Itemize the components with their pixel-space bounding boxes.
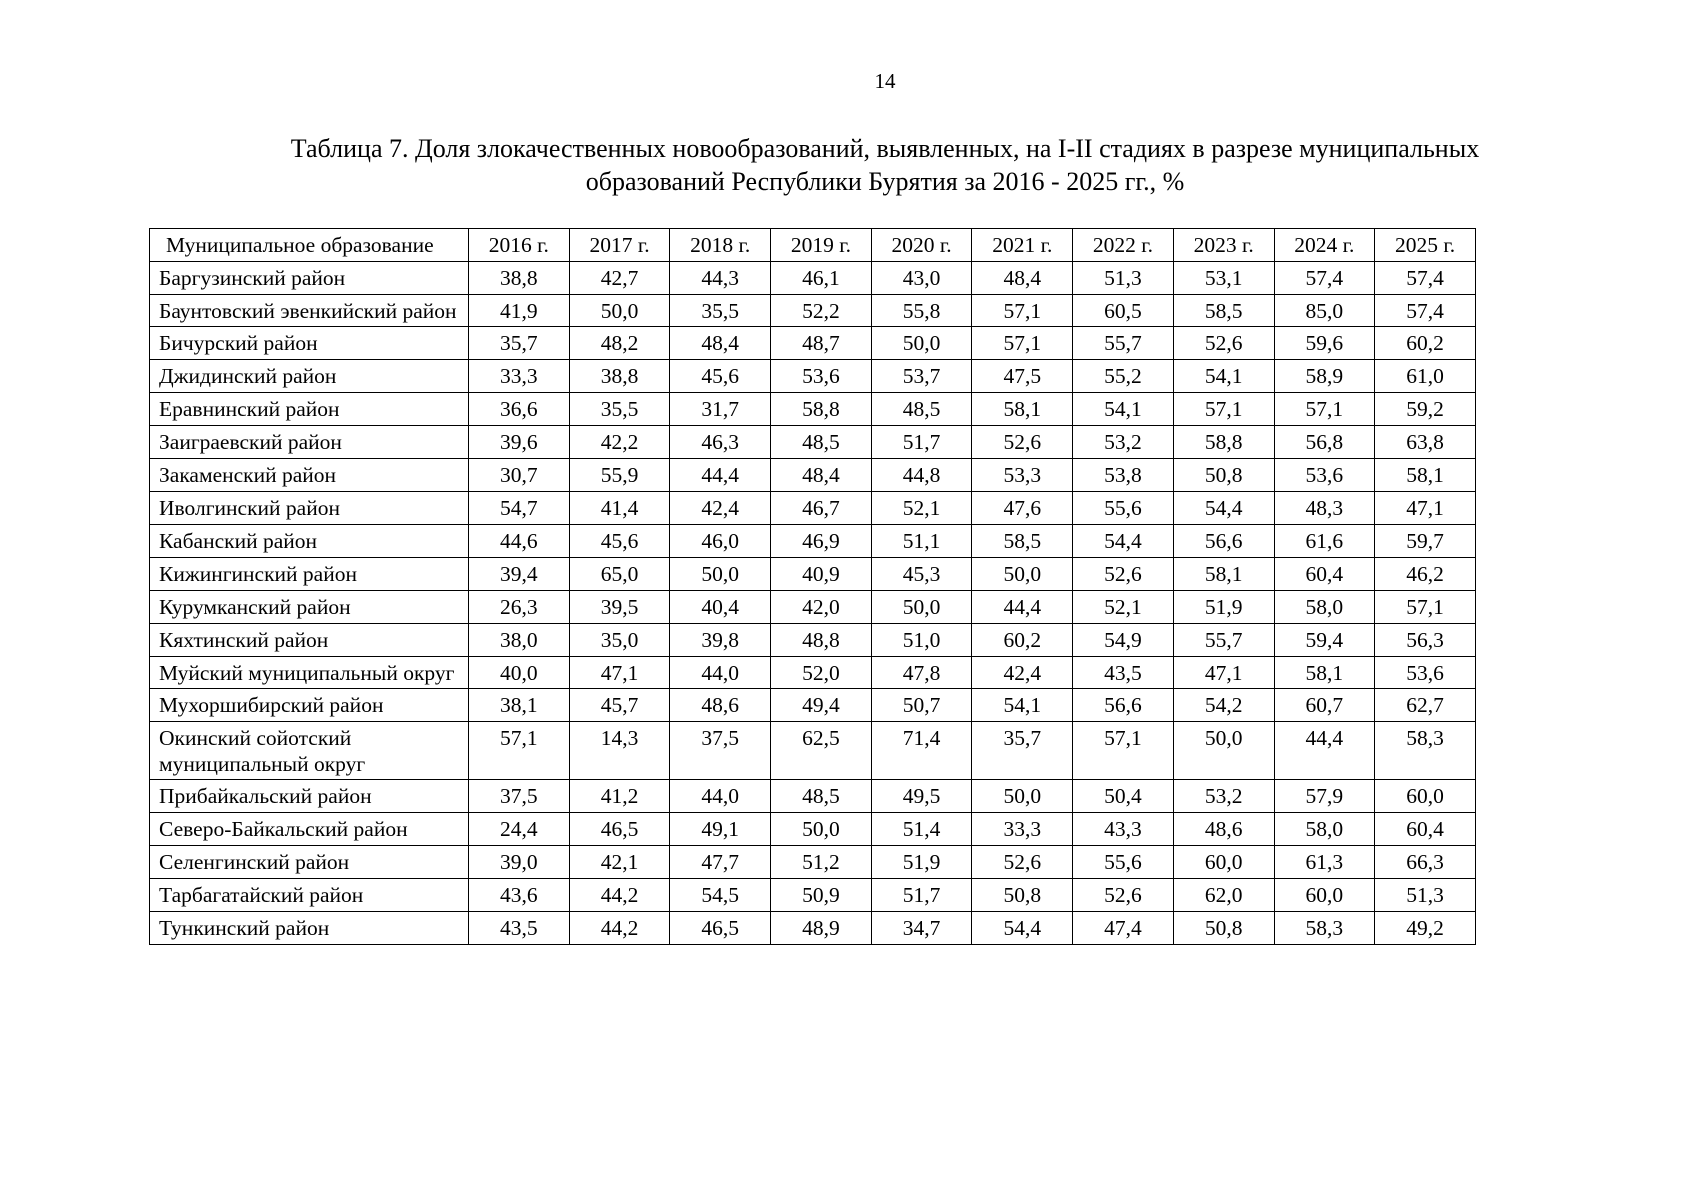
municipality-name-cell: Заиграевский район xyxy=(150,426,469,459)
value-cell: 50,9 xyxy=(771,879,872,912)
municipality-name-cell: Баунтовский эвенкийский район xyxy=(150,295,469,327)
value-cell: 44,6 xyxy=(469,525,570,558)
value-cell: 61,6 xyxy=(1274,525,1375,558)
value-cell: 40,4 xyxy=(670,591,771,624)
value-cell: 42,2 xyxy=(569,426,670,459)
value-cell: 48,8 xyxy=(771,624,872,657)
value-cell: 57,1 xyxy=(469,722,570,780)
value-cell: 50,7 xyxy=(871,689,972,722)
value-cell: 53,2 xyxy=(1173,780,1274,813)
value-cell: 54,7 xyxy=(469,492,570,525)
value-cell: 57,1 xyxy=(972,327,1073,360)
column-header-year: 2023 г. xyxy=(1173,229,1274,262)
value-cell: 56,6 xyxy=(1073,689,1174,722)
value-cell: 51,9 xyxy=(871,846,972,879)
municipality-name-cell: Тункинский район xyxy=(150,912,469,945)
column-header-year: 2019 г. xyxy=(771,229,872,262)
value-cell: 57,4 xyxy=(1375,295,1476,327)
value-cell: 51,7 xyxy=(871,426,972,459)
value-cell: 43,5 xyxy=(1073,657,1174,689)
value-cell: 53,6 xyxy=(1375,657,1476,689)
table-row xyxy=(150,492,1476,525)
value-cell: 55,7 xyxy=(1173,624,1274,657)
value-cell: 38,8 xyxy=(569,360,670,393)
value-cell: 53,6 xyxy=(771,360,872,393)
value-cell: 50,0 xyxy=(871,327,972,360)
value-cell: 43,5 xyxy=(469,912,570,945)
municipality-name-cell: Прибайкальский район xyxy=(150,780,469,813)
value-cell: 37,5 xyxy=(469,780,570,813)
value-cell: 60,4 xyxy=(1375,813,1476,846)
value-cell: 51,3 xyxy=(1073,262,1174,295)
value-cell: 48,4 xyxy=(771,459,872,492)
value-cell: 60,0 xyxy=(1274,879,1375,912)
municipality-name-cell: Джидинский район xyxy=(150,360,469,393)
value-cell: 39,4 xyxy=(469,558,570,591)
value-cell: 45,7 xyxy=(569,689,670,722)
value-cell: 48,5 xyxy=(771,426,872,459)
value-cell: 52,6 xyxy=(972,426,1073,459)
value-cell: 44,4 xyxy=(670,459,771,492)
value-cell: 50,0 xyxy=(771,813,872,846)
value-cell: 48,9 xyxy=(771,912,872,945)
municipality-name-cell: Окинский сойотский муниципальный округ xyxy=(150,722,469,780)
value-cell: 58,3 xyxy=(1274,912,1375,945)
value-cell: 55,7 xyxy=(1073,327,1174,360)
municipality-name-cell: Закаменский район xyxy=(150,459,469,492)
value-cell: 48,6 xyxy=(670,689,771,722)
municipality-name-cell: Северо-Байкальский район xyxy=(150,813,469,846)
table-row xyxy=(150,780,1476,813)
value-cell: 62,7 xyxy=(1375,689,1476,722)
table-row xyxy=(150,912,1476,945)
value-cell: 40,9 xyxy=(771,558,872,591)
value-cell: 26,3 xyxy=(469,591,570,624)
column-header-year: 2021 г. xyxy=(972,229,1073,262)
table-row xyxy=(150,459,1476,492)
table-row xyxy=(150,846,1476,879)
value-cell: 51,1 xyxy=(871,525,972,558)
value-cell: 47,1 xyxy=(1375,492,1476,525)
value-cell: 34,7 xyxy=(871,912,972,945)
municipality-name-cell: Баргузинский район xyxy=(150,262,469,295)
value-cell: 54,4 xyxy=(972,912,1073,945)
table-row xyxy=(150,624,1476,657)
value-cell: 50,8 xyxy=(1173,459,1274,492)
value-cell: 47,6 xyxy=(972,492,1073,525)
value-cell: 49,4 xyxy=(771,689,872,722)
column-header-year: 2016 г. xyxy=(469,229,570,262)
value-cell: 41,9 xyxy=(469,295,570,327)
value-cell: 39,6 xyxy=(469,426,570,459)
value-cell: 58,3 xyxy=(1375,722,1476,780)
value-cell: 56,8 xyxy=(1274,426,1375,459)
value-cell: 42,0 xyxy=(771,591,872,624)
value-cell: 61,0 xyxy=(1375,360,1476,393)
value-cell: 58,0 xyxy=(1274,813,1375,846)
value-cell: 56,6 xyxy=(1173,525,1274,558)
value-cell: 51,0 xyxy=(871,624,972,657)
value-cell: 48,4 xyxy=(972,262,1073,295)
column-header-municipality: Муниципальное образование xyxy=(150,229,469,262)
value-cell: 47,4 xyxy=(1073,912,1174,945)
value-cell: 52,0 xyxy=(771,657,872,689)
table-row xyxy=(150,327,1476,360)
value-cell: 61,3 xyxy=(1274,846,1375,879)
value-cell: 31,7 xyxy=(670,393,771,426)
value-cell: 47,1 xyxy=(1173,657,1274,689)
value-cell: 39,8 xyxy=(670,624,771,657)
value-cell: 58,9 xyxy=(1274,360,1375,393)
municipality-name-cell: Еравнинский район xyxy=(150,393,469,426)
table-row xyxy=(150,879,1476,912)
value-cell: 85,0 xyxy=(1274,295,1375,327)
value-cell: 14,3 xyxy=(569,722,670,780)
value-cell: 47,1 xyxy=(569,657,670,689)
value-cell: 54,5 xyxy=(670,879,771,912)
value-cell: 46,0 xyxy=(670,525,771,558)
value-cell: 33,3 xyxy=(972,813,1073,846)
table-caption xyxy=(150,132,1620,198)
value-cell: 35,5 xyxy=(670,295,771,327)
value-cell: 44,4 xyxy=(972,591,1073,624)
value-cell: 58,1 xyxy=(1173,558,1274,591)
value-cell: 59,4 xyxy=(1274,624,1375,657)
value-cell: 44,2 xyxy=(569,879,670,912)
value-cell: 48,6 xyxy=(1173,813,1274,846)
table-row xyxy=(150,813,1476,846)
value-cell: 38,0 xyxy=(469,624,570,657)
municipality-name-cell: Иволгинский район xyxy=(150,492,469,525)
caption-line-2: образований Республики Бурятия за 2016 - 2025 гг., % xyxy=(585,167,1185,196)
value-cell: 54,1 xyxy=(972,689,1073,722)
table-row xyxy=(150,525,1476,558)
municipality-name-cell: Кижингинский район xyxy=(150,558,469,591)
municipality-name-cell: Кабанский район xyxy=(150,525,469,558)
value-cell: 60,7 xyxy=(1274,689,1375,722)
value-cell: 38,1 xyxy=(469,689,570,722)
value-cell: 58,1 xyxy=(1274,657,1375,689)
value-cell: 48,4 xyxy=(670,327,771,360)
value-cell: 60,0 xyxy=(1173,846,1274,879)
value-cell: 46,1 xyxy=(771,262,872,295)
value-cell: 60,2 xyxy=(1375,327,1476,360)
value-cell: 50,0 xyxy=(569,295,670,327)
value-cell: 58,1 xyxy=(972,393,1073,426)
value-cell: 41,4 xyxy=(569,492,670,525)
value-cell: 47,7 xyxy=(670,846,771,879)
table-row xyxy=(150,393,1476,426)
value-cell: 35,7 xyxy=(972,722,1073,780)
column-header-year: 2017 г. xyxy=(569,229,670,262)
value-cell: 46,2 xyxy=(1375,558,1476,591)
value-cell: 50,8 xyxy=(972,879,1073,912)
value-cell: 58,8 xyxy=(1173,426,1274,459)
value-cell: 44,4 xyxy=(1274,722,1375,780)
municipality-name-cell: Селенгинский район xyxy=(150,846,469,879)
value-cell: 46,5 xyxy=(670,912,771,945)
value-cell: 58,5 xyxy=(972,525,1073,558)
value-cell: 51,9 xyxy=(1173,591,1274,624)
value-cell: 54,9 xyxy=(1073,624,1174,657)
value-cell: 46,9 xyxy=(771,525,872,558)
value-cell: 58,0 xyxy=(1274,591,1375,624)
value-cell: 58,5 xyxy=(1173,295,1274,327)
value-cell: 52,6 xyxy=(972,846,1073,879)
value-cell: 43,3 xyxy=(1073,813,1174,846)
table-body xyxy=(150,262,1476,945)
value-cell: 42,7 xyxy=(569,262,670,295)
value-cell: 55,6 xyxy=(1073,492,1174,525)
table-row xyxy=(150,657,1476,689)
value-cell: 46,5 xyxy=(569,813,670,846)
column-header-year: 2022 г. xyxy=(1073,229,1174,262)
page-number: 14 xyxy=(874,69,896,93)
value-cell: 48,7 xyxy=(771,327,872,360)
value-cell: 60,0 xyxy=(1375,780,1476,813)
value-cell: 58,1 xyxy=(1375,459,1476,492)
value-cell: 53,8 xyxy=(1073,459,1174,492)
value-cell: 57,4 xyxy=(1274,262,1375,295)
value-cell: 47,5 xyxy=(972,360,1073,393)
table-header-row xyxy=(150,229,1476,262)
value-cell: 35,5 xyxy=(569,393,670,426)
municipality-name-cell: Муйский муниципальный округ xyxy=(150,657,469,689)
value-cell: 47,8 xyxy=(871,657,972,689)
value-cell: 59,7 xyxy=(1375,525,1476,558)
value-cell: 62,5 xyxy=(771,722,872,780)
value-cell: 43,6 xyxy=(469,879,570,912)
table-row xyxy=(150,558,1476,591)
value-cell: 40,0 xyxy=(469,657,570,689)
value-cell: 36,6 xyxy=(469,393,570,426)
value-cell: 50,0 xyxy=(871,591,972,624)
table-row xyxy=(150,360,1476,393)
value-cell: 66,3 xyxy=(1375,846,1476,879)
value-cell: 30,7 xyxy=(469,459,570,492)
value-cell: 59,6 xyxy=(1274,327,1375,360)
value-cell: 49,2 xyxy=(1375,912,1476,945)
value-cell: 60,5 xyxy=(1073,295,1174,327)
value-cell: 37,5 xyxy=(670,722,771,780)
value-cell: 48,2 xyxy=(569,327,670,360)
municipality-name-cell: Тарбагатайский район xyxy=(150,879,469,912)
value-cell: 57,1 xyxy=(1375,591,1476,624)
value-cell: 38,8 xyxy=(469,262,570,295)
value-cell: 53,6 xyxy=(1274,459,1375,492)
table-row xyxy=(150,591,1476,624)
column-header-year: 2025 г. xyxy=(1375,229,1476,262)
value-cell: 53,3 xyxy=(972,459,1073,492)
value-cell: 48,5 xyxy=(771,780,872,813)
value-cell: 49,5 xyxy=(871,780,972,813)
value-cell: 71,4 xyxy=(871,722,972,780)
value-cell: 43,0 xyxy=(871,262,972,295)
value-cell: 56,3 xyxy=(1375,624,1476,657)
value-cell: 50,0 xyxy=(670,558,771,591)
value-cell: 45,6 xyxy=(670,360,771,393)
value-cell: 54,4 xyxy=(1073,525,1174,558)
value-cell: 55,6 xyxy=(1073,846,1174,879)
value-cell: 54,1 xyxy=(1073,393,1174,426)
value-cell: 52,1 xyxy=(1073,591,1174,624)
value-cell: 53,2 xyxy=(1073,426,1174,459)
value-cell: 45,6 xyxy=(569,525,670,558)
value-cell: 35,0 xyxy=(569,624,670,657)
value-cell: 44,2 xyxy=(569,912,670,945)
value-cell: 35,7 xyxy=(469,327,570,360)
value-cell: 50,0 xyxy=(972,780,1073,813)
value-cell: 58,8 xyxy=(771,393,872,426)
value-cell: 46,3 xyxy=(670,426,771,459)
value-cell: 50,0 xyxy=(1173,722,1274,780)
table-row xyxy=(150,295,1476,327)
value-cell: 62,0 xyxy=(1173,879,1274,912)
column-header-year: 2020 г. xyxy=(871,229,972,262)
table-row xyxy=(150,722,1476,780)
value-cell: 39,5 xyxy=(569,591,670,624)
value-cell: 50,8 xyxy=(1173,912,1274,945)
value-cell: 45,3 xyxy=(871,558,972,591)
value-cell: 57,1 xyxy=(1274,393,1375,426)
municipality-name-cell: Курумканский район xyxy=(150,591,469,624)
municipality-name-cell: Кяхтинский район xyxy=(150,624,469,657)
table-row xyxy=(150,689,1476,722)
value-cell: 39,0 xyxy=(469,846,570,879)
value-cell: 48,5 xyxy=(871,393,972,426)
value-cell: 55,8 xyxy=(871,295,972,327)
value-cell: 60,2 xyxy=(972,624,1073,657)
value-cell: 55,9 xyxy=(569,459,670,492)
value-cell: 53,1 xyxy=(1173,262,1274,295)
column-header-year: 2024 г. xyxy=(1274,229,1375,262)
value-cell: 55,2 xyxy=(1073,360,1174,393)
value-cell: 57,1 xyxy=(1173,393,1274,426)
value-cell: 49,1 xyxy=(670,813,771,846)
value-cell: 33,3 xyxy=(469,360,570,393)
value-cell: 50,0 xyxy=(972,558,1073,591)
value-cell: 51,4 xyxy=(871,813,972,846)
value-cell: 52,6 xyxy=(1073,558,1174,591)
value-cell: 54,2 xyxy=(1173,689,1274,722)
value-cell: 57,1 xyxy=(972,295,1073,327)
value-cell: 41,2 xyxy=(569,780,670,813)
value-cell: 65,0 xyxy=(569,558,670,591)
caption-line-1: Таблица 7. Доля злокачественных новообразований, выявленных, на I-II стадиях в разрезе муниципальных xyxy=(290,134,1480,163)
value-cell: 53,7 xyxy=(871,360,972,393)
value-cell: 50,4 xyxy=(1073,780,1174,813)
data-table xyxy=(149,228,1476,945)
value-cell: 44,0 xyxy=(670,780,771,813)
value-cell: 52,6 xyxy=(1173,327,1274,360)
value-cell: 59,2 xyxy=(1375,393,1476,426)
value-cell: 60,4 xyxy=(1274,558,1375,591)
value-cell: 51,3 xyxy=(1375,879,1476,912)
value-cell: 57,1 xyxy=(1073,722,1174,780)
value-cell: 42,1 xyxy=(569,846,670,879)
value-cell: 24,4 xyxy=(469,813,570,846)
value-cell: 51,7 xyxy=(871,879,972,912)
value-cell: 44,3 xyxy=(670,262,771,295)
value-cell: 57,4 xyxy=(1375,262,1476,295)
value-cell: 57,9 xyxy=(1274,780,1375,813)
municipality-name-cell: Мухоршибирский район xyxy=(150,689,469,722)
table-row xyxy=(150,262,1476,295)
value-cell: 52,6 xyxy=(1073,879,1174,912)
table-row xyxy=(150,426,1476,459)
value-cell: 42,4 xyxy=(972,657,1073,689)
municipality-name-cell: Бичурский район xyxy=(150,327,469,360)
value-cell: 48,3 xyxy=(1274,492,1375,525)
value-cell: 52,2 xyxy=(771,295,872,327)
value-cell: 54,1 xyxy=(1173,360,1274,393)
value-cell: 44,0 xyxy=(670,657,771,689)
value-cell: 42,4 xyxy=(670,492,771,525)
value-cell: 46,7 xyxy=(771,492,872,525)
value-cell: 44,8 xyxy=(871,459,972,492)
value-cell: 51,2 xyxy=(771,846,872,879)
value-cell: 63,8 xyxy=(1375,426,1476,459)
value-cell: 52,1 xyxy=(871,492,972,525)
value-cell: 54,4 xyxy=(1173,492,1274,525)
column-header-year: 2018 г. xyxy=(670,229,771,262)
